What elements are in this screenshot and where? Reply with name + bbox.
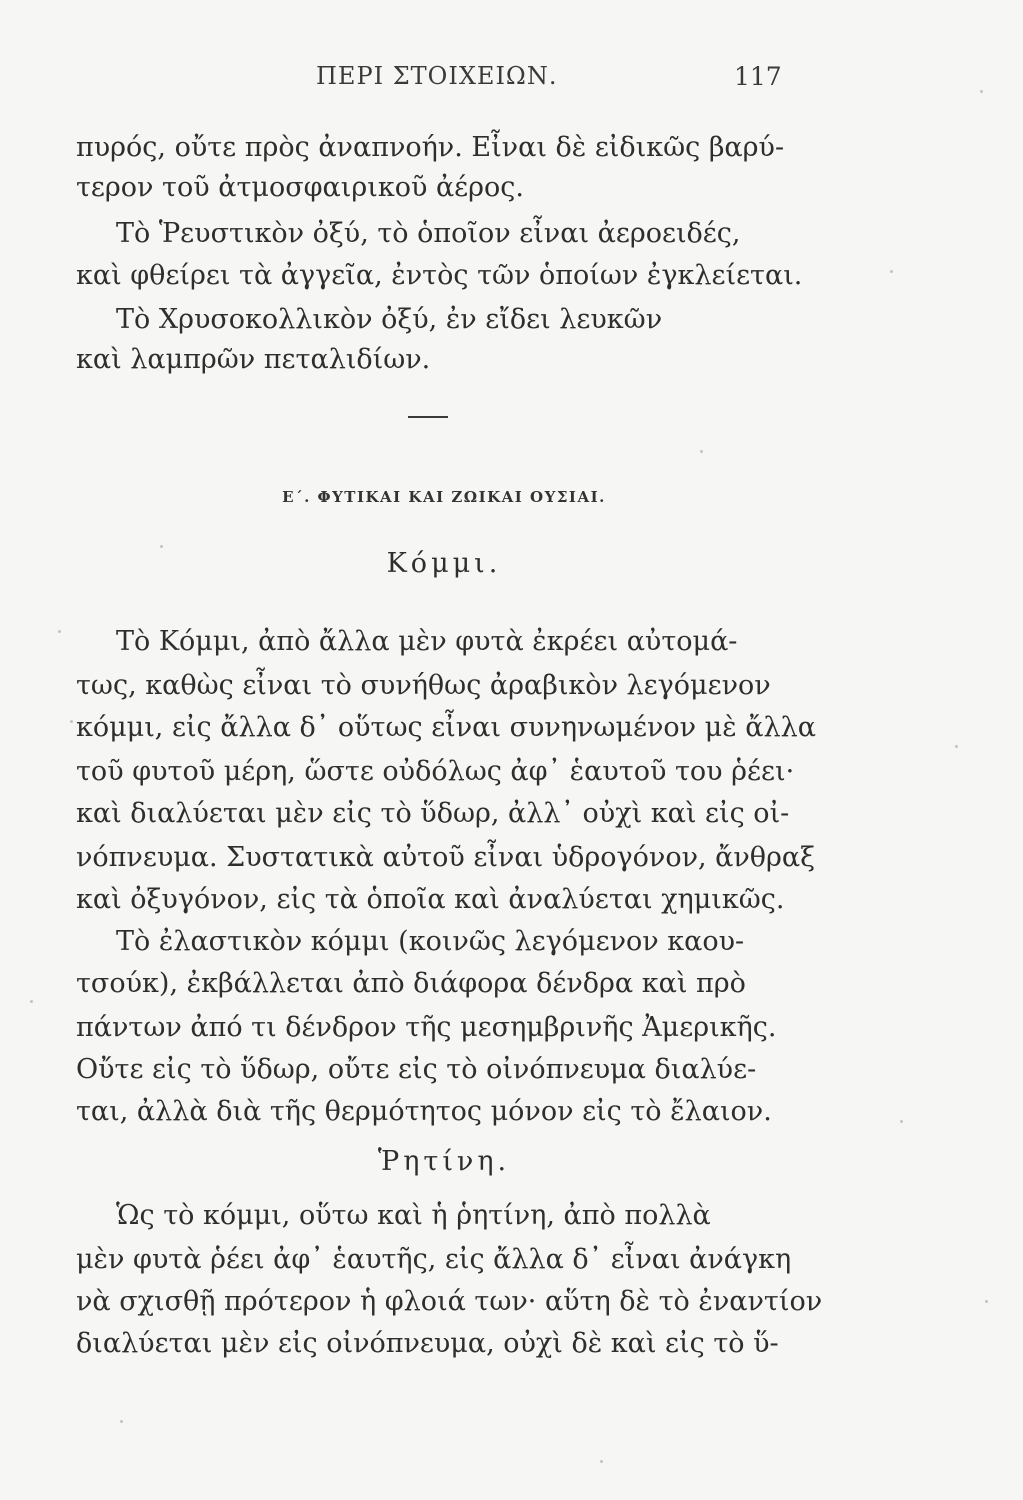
running-title: ΠΕΡΙ ΣΤΟΙΧΕΙΩΝ. — [316, 62, 558, 90]
text-line: Τὸ Ῥευστικὸν ὀξύ, τὸ ὁποῖον εἶναι ἀεροειδές, — [116, 218, 741, 249]
paper-speck — [160, 545, 163, 548]
text-line: Τὸ ἐλαστικὸν κόμμι (κοινῶς λεγόμενον καου- — [116, 926, 745, 957]
text-line: πυρός, οὔτε πρὸς ἀναπνοήν. Εἶναι δὲ εἰδικῶς βαρύ- — [76, 132, 785, 163]
text-line: πάντων ἀπό τι δένδρον τῆς μεσημβρινῆς Ἀμερικῆς. — [76, 1012, 777, 1043]
paper-speck — [985, 1300, 988, 1303]
paper-speck — [600, 1460, 603, 1463]
text-line: τως, καθὼς εἶναι τὸ συνήθως ἀραβικὸν λεγόμενον — [76, 670, 771, 701]
text-line: τοῦ φυτοῦ μέρη, ὥστε οὐδόλως ἀφ᾽ ἑαυτοῦ του ῥέει· — [76, 756, 795, 787]
text-line: νὰ σχισθῇ πρότερον ἡ φλοιά των· αὕτη δὲ τὸ ἐναντίον — [76, 1286, 823, 1317]
text-line: καὶ λαμπρῶν πεταλιδίων. — [76, 344, 431, 375]
text-line: Τὸ Κόμμι, ἀπὸ ἄλλα μὲν φυτὰ ἐκρέει αὐτομά- — [116, 626, 738, 657]
text-line: Τὸ Χρυσοκολλικὸν ὀξύ, ἐν εἴδει λευκῶν — [116, 304, 663, 335]
paper-speck — [700, 450, 703, 453]
text-line: Ὡς τὸ κόμμι, οὕτω καὶ ἡ ῥητίνη, ἀπὸ πολλὰ — [116, 1200, 711, 1231]
paper-speck — [58, 630, 61, 633]
paper-speck — [980, 90, 983, 93]
text-line: μὲν φυτὰ ῥέει ἀφ᾽ ἑαυτῆς, εἰς ἄλλα δ᾽ εἶναι ἀνάγκη — [76, 1244, 792, 1275]
text-line: κόμμι, εἰς ἄλλα δ᾽ οὕτως εἶναι συνηνωμένον μὲ ἄλλα — [76, 712, 816, 743]
section-heading: Ε΄. ΦΥΤΙΚΑΙ ΚΑΙ ΖΩΙΚΑΙ ΟΥΣΙΑΙ. — [282, 488, 606, 506]
text-line: ται, ἀλλὰ διὰ τῆς θερμότητος μόνον εἰς τὸ ἔλαιον. — [76, 1096, 772, 1127]
text-line: τερον τοῦ ἀτμοσφαιρικοῦ ἀέρος. — [76, 172, 525, 203]
text-line: καὶ φθείρει τὰ ἀγγεῖα, ἐντὸς τῶν ὁποίων ἐγκλείεται. — [76, 260, 803, 291]
text-line: Οὔτε εἰς τὸ ὕδωρ, οὔτε εἰς τὸ οἰνόπνευμα διαλύε- — [76, 1054, 757, 1085]
subheading-kommi: Κόμμι. — [386, 548, 502, 579]
text-line: νόπνευμα. Συστατικὰ αὐτοῦ εἶναι ὑδρογόνον, ἄνθραξ — [76, 842, 816, 873]
paper-speck — [120, 1420, 123, 1423]
subheading-rhetine: Ῥητίνη. — [377, 1146, 511, 1177]
paper-speck — [30, 1000, 33, 1003]
running-head — [0, 62, 1023, 96]
paper-speck — [900, 1120, 903, 1123]
paper-speck — [955, 745, 958, 748]
text-line: καὶ ὀξυγόνον, εἰς τὰ ὁποῖα καὶ ἀναλύεται χημικῶς. — [76, 884, 785, 915]
paper-speck — [890, 270, 893, 273]
section-divider — [408, 416, 448, 418]
text-line: καὶ διαλύεται μὲν εἰς τὸ ὕδωρ, ἀλλ᾽ οὐχὶ καὶ εἰς οἰ- — [76, 798, 790, 829]
text-line: διαλύεται μὲν εἰς οἰνόπνευμα, οὐχὶ δὲ καὶ εἰς τὸ ὕ- — [76, 1328, 779, 1359]
page-number: 117 — [734, 62, 782, 91]
paper-speck — [70, 720, 73, 723]
text-line: τσούκ), ἐκβάλλεται ἀπὸ διάφορα δένδρα καὶ πρὸ — [76, 968, 746, 999]
